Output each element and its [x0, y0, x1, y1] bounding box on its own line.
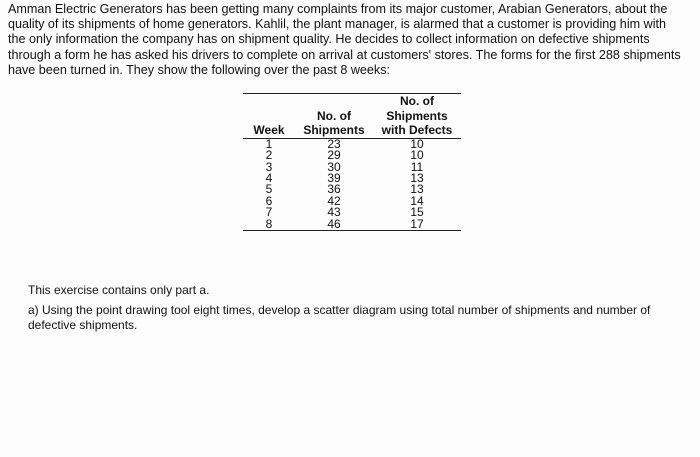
table-row [243, 196, 461, 207]
table-row [243, 162, 461, 173]
question-part-a [28, 303, 678, 333]
header-cell: No. of [400, 94, 434, 108]
table-row [243, 138, 461, 150]
shipments-cell: 39 [327, 171, 341, 185]
table-row [243, 219, 461, 231]
defects-cell: 13 [410, 171, 424, 185]
shipments-table [243, 93, 461, 231]
shipments-cell: 43 [327, 205, 341, 220]
question-line: a) Using the point drawing tool eight times, develop a scatter diagram using total number of shipments and number of [28, 303, 651, 317]
shipments-cell: 46 [327, 216, 341, 231]
header-cell: No. of [317, 108, 351, 123]
intro-line: have been turned in. They show the following over the past 8 weeks: [8, 62, 391, 77]
week-cell: 2 [265, 148, 273, 163]
shipments-cell: 36 [327, 182, 341, 197]
shipments-cell: 42 [327, 193, 341, 208]
header-defects: with Defects [373, 123, 461, 138]
header-week: Week [243, 123, 295, 138]
week-cell: 7 [265, 205, 273, 220]
header-shipments: Shipments [295, 123, 373, 138]
week-cell: 5 [265, 182, 273, 197]
week-cell: 3 [265, 159, 273, 174]
week-cell: 6 [265, 193, 273, 208]
defects-cell: 10 [410, 136, 424, 151]
shipments-cell: 30 [327, 159, 341, 174]
table-row [243, 184, 461, 195]
shipments-table-container [243, 93, 461, 231]
intro-line: Amman Electric Generators has been getting many complaints from its major customer, Arabian Generators, about the [8, 2, 668, 16]
defects-cell: 11 [410, 159, 424, 174]
table-row [243, 207, 461, 218]
defects-cell: 13 [410, 182, 424, 197]
exercise-note: This exercise contains only part a. [28, 283, 210, 297]
intro-line: quality of its shipments of home generators. Kahlil, the plant manager, is alarmed that a customer is providing him with [8, 17, 666, 32]
defects-cell: 15 [410, 205, 424, 220]
header-cell: Shipments [386, 108, 448, 123]
shipments-cell: 23 [327, 136, 341, 151]
defects-cell: 10 [410, 148, 424, 163]
table-row [243, 150, 461, 161]
week-cell: 4 [265, 171, 273, 185]
header-cell [243, 94, 295, 109]
header-cell [243, 109, 295, 124]
week-cell: 8 [265, 216, 273, 231]
intro-line: the only information the company has on shipment quality. He decides to collect information on defective shipments [8, 32, 650, 47]
week-cell: 1 [265, 136, 273, 151]
defects-cell: 17 [410, 216, 424, 231]
table-row [243, 173, 461, 184]
header-cell [295, 94, 373, 109]
defects-cell: 14 [410, 193, 424, 208]
shipments-cell: 29 [327, 148, 341, 163]
problem-intro [8, 2, 692, 78]
intro-line: through a form he has asked his drivers to complete on arrival at customers' stores. The forms for the first 288 shipments [8, 47, 681, 62]
question-line: defective shipments. [28, 318, 138, 332]
